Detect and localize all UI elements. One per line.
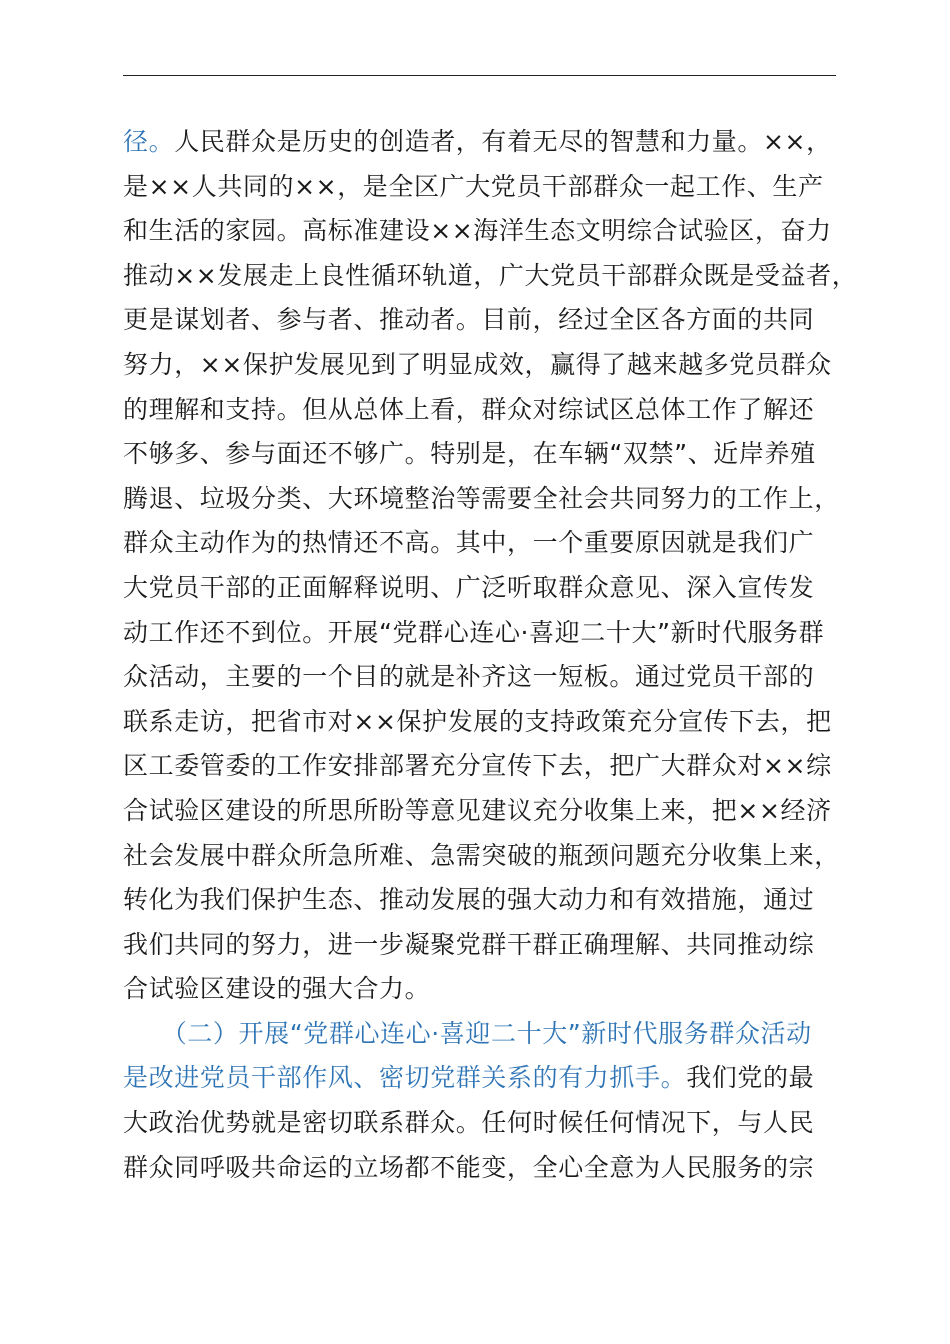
text-line: 区工委管委的工作安排部署充分宣传下去，把广大群众对××综 (123, 751, 832, 781)
text-line: 社会发展中群众所急所难、急需突破的瓶颈问题充分收集上来， (123, 840, 840, 870)
header-rule (123, 75, 836, 76)
text-line: 腾退、垃圾分类、大环境整治等需要全社会共同努力的工作上， (123, 483, 840, 513)
text-line: 我们共同的努力，进一步凝聚党群干群正确理解、共同推动综 (123, 929, 815, 959)
text-line: 推动××发展走上良性循环轨道，广大党员干部群众既是受益者， (123, 260, 858, 290)
text-line: 合试验区建设的所思所盼等意见建议充分收集上来，把××经济 (123, 795, 832, 825)
text-line: 径。人民群众是历史的创造者，有着无尽的智慧和力量。××， (123, 127, 832, 156)
text-line: 和生活的家园。高标准建设××海洋生态文明综合试验区，奋力 (123, 216, 832, 246)
text-line: 众活动，主要的一个目的就是补齐这一短板。通过党员干部的 (123, 662, 815, 692)
text-line: 转化为我们保护生态、推动发展的强大动力和有效措施，通过 (123, 885, 815, 915)
text-line: 更是谋划者、参与者、推动者。目前，经过全区各方面的共同 (123, 305, 815, 335)
text-line: 联系走访，把省市对××保护发展的支持政策充分宣传下去，把 (123, 706, 832, 736)
text-line: 是××人共同的××，是全区广大党员干部群众一起工作、生产 (123, 171, 824, 201)
text-line: 动工作还不到位。开展“党群心连心·喜迎二十大”新时代服务群 (123, 617, 825, 647)
section-heading-line: 是改进党员干部作风、密切党群关系的有力抓手。我们党的最 (123, 1063, 815, 1093)
text-line: 努力，××保护发展见到了明显成效，赢得了越来越多党员群众 (123, 349, 832, 379)
document-body (123, 120, 858, 1190)
text-line: 的理解和支持。但从总体上看，群众对综试区总体工作了解还 (123, 394, 815, 424)
text-line: 合试验区建设的强大合力。 (123, 974, 431, 1004)
text-line: 大政治优势就是密切联系群众。任何时候任何情况下，与人民 (123, 1108, 815, 1138)
section-heading-line: （二）开展“党群心连心·喜迎二十大”新时代服务群众活动 (123, 1018, 812, 1048)
text-line: 群众主动作为的热情还不高。其中，一个重要原因就是我们广 (123, 528, 815, 558)
text-line: 大党员干部的正面解释说明、广泛听取群众意见、深入宣传发 (123, 572, 815, 602)
text-line: 不够多、参与面还不够广。特别是，在车辆“双禁”、近岸养殖 (123, 439, 816, 469)
text-line: 群众同呼吸共命运的立场都不能变，全心全意为人民服务的宗 (123, 1152, 815, 1182)
